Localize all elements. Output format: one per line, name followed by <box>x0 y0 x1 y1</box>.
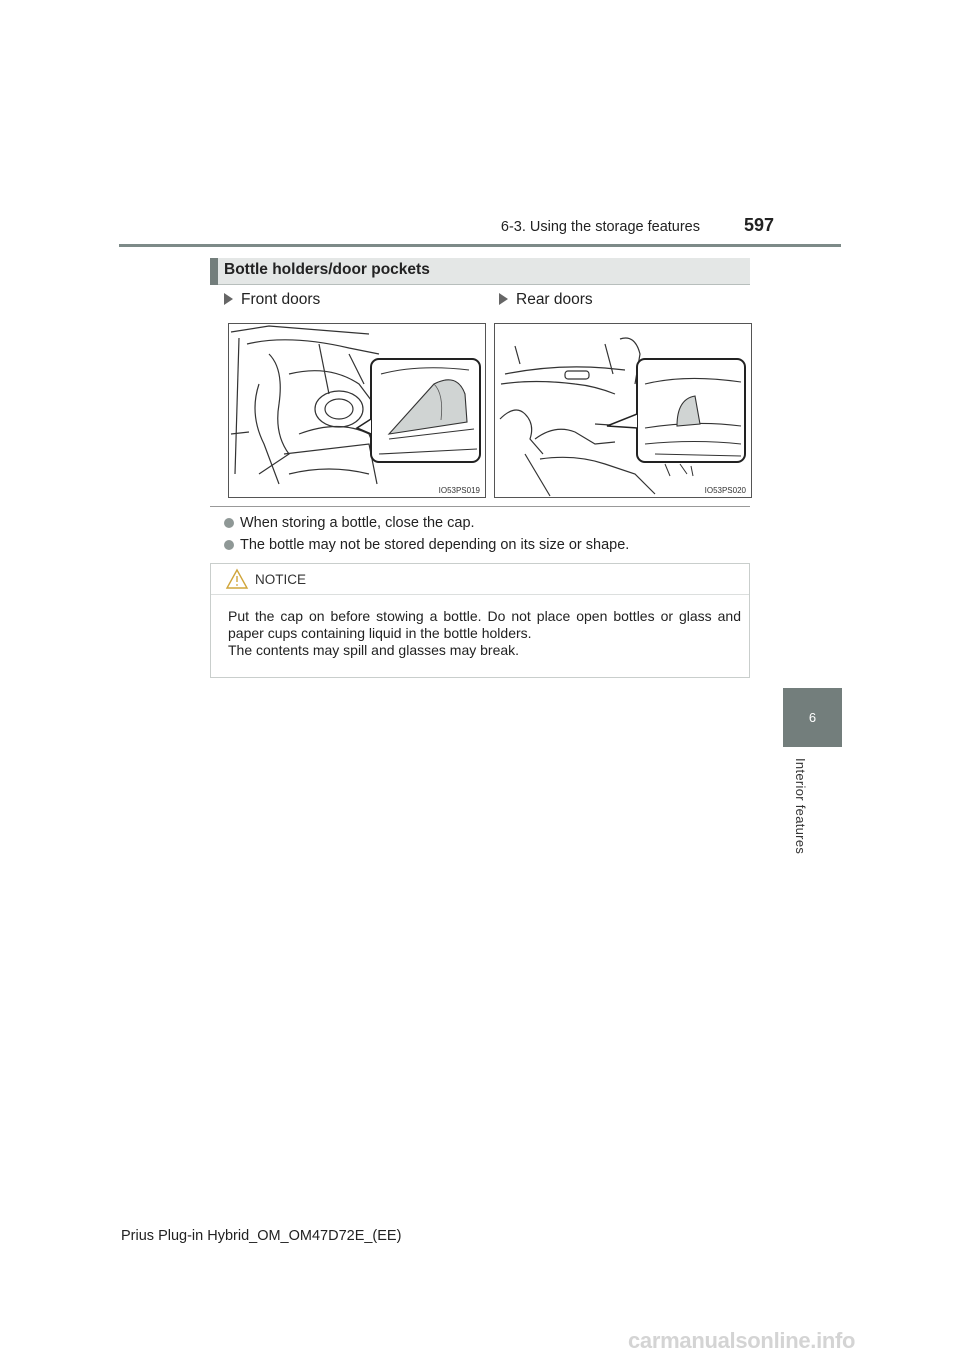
bullet-item: The bottle may not be stored depending on its size or shape. <box>224 537 629 553</box>
header-rule <box>119 244 841 247</box>
notice-text <box>228 608 741 659</box>
chapter-tab <box>783 688 842 747</box>
chapter-number: 6 <box>808 710 817 725</box>
manual-id: Prius Plug-in Hybrid_OM_OM47D72E_(EE) <box>121 1228 402 1244</box>
bullet-item: When storing a bottle, close the cap. <box>224 515 475 531</box>
triangle-bullet-icon <box>499 293 508 305</box>
chapter-label: Interior features <box>793 758 808 855</box>
notice-header <box>211 564 749 595</box>
notice-box <box>210 563 750 678</box>
figure-caption-front: Front doors <box>224 291 320 309</box>
triangle-bullet-icon <box>224 293 233 305</box>
figure-front-doors <box>228 323 486 498</box>
running-header-title: 6-3. Using the storage features <box>500 219 700 235</box>
figure-caption-rear: Rear doors <box>499 291 593 309</box>
rear-door-illustration <box>495 324 751 497</box>
notice-label: NOTICE <box>255 572 307 587</box>
section-accent <box>210 258 218 285</box>
section-title: Bottle holders/door pockets <box>224 261 430 278</box>
figure-code: IO53PS019 <box>438 486 480 495</box>
bullet-dot-icon <box>224 518 234 528</box>
section-heading <box>210 258 750 285</box>
notice-line: The contents may spill and glasses may break. <box>228 642 520 658</box>
warning-triangle-icon <box>225 568 249 590</box>
figure-rear-doors <box>494 323 752 498</box>
figure-code: IO53PS020 <box>704 486 746 495</box>
figure-rule <box>210 506 750 507</box>
notice-line: Put the cap on before stowing a bottle. Do not place open bottles or glass and paper cups containing liquid in the bottle holders. <box>228 608 741 641</box>
front-door-illustration <box>229 324 485 497</box>
bullet-dot-icon <box>224 540 234 550</box>
page-number: 597 <box>743 215 774 235</box>
watermark: carmanualsonline.info <box>628 1328 856 1353</box>
